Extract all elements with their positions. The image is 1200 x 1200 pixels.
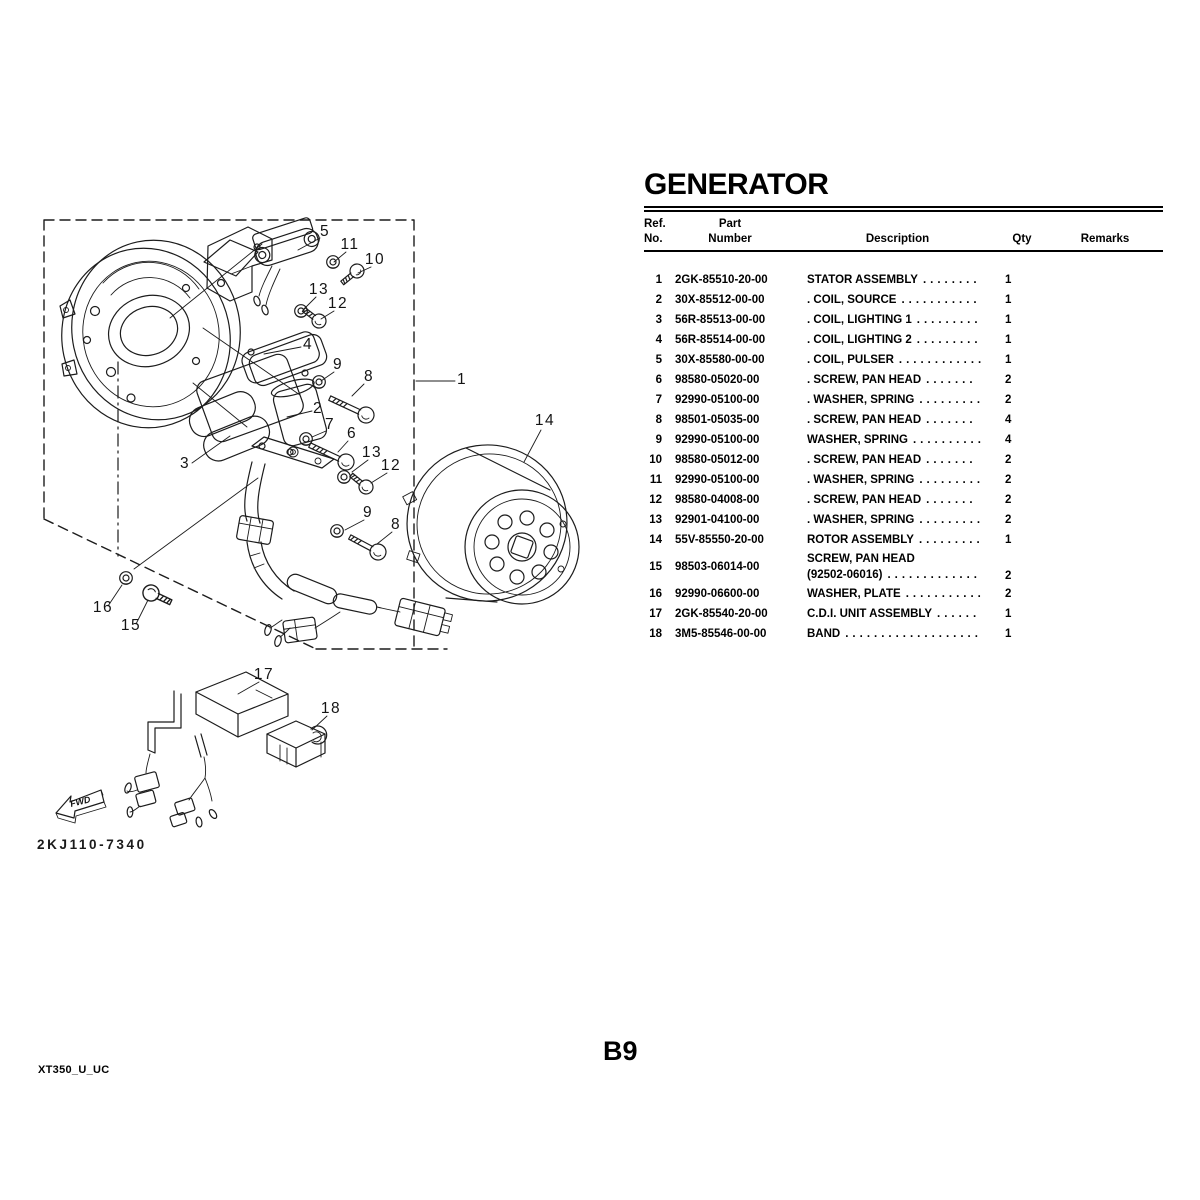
callout-labels xyxy=(93,223,555,717)
qty-cell: 1 xyxy=(1005,314,1012,326)
description-cell: . WASHER, SPRING ......... xyxy=(807,514,985,526)
part-number-cell: 3M5-85546-00-00 xyxy=(675,628,767,640)
table-row xyxy=(644,510,1163,530)
table-row xyxy=(644,270,1163,290)
table-header-row1 xyxy=(644,217,1163,232)
description-cell: ROTOR ASSEMBLY ......... xyxy=(807,534,984,546)
callout-label: 12 xyxy=(380,457,402,474)
part-number-cell: 92990-05100-00 xyxy=(675,474,760,486)
footer-model-code: XT350_U_UC xyxy=(38,1064,110,1076)
ref-no-cell: 16 xyxy=(649,588,662,600)
page-number: B9 xyxy=(603,1036,638,1066)
part-number-cell: 98501-05035-00 xyxy=(675,414,760,426)
callout-label: 5 xyxy=(319,223,331,240)
band xyxy=(267,721,327,767)
parts-table xyxy=(644,170,1163,644)
description-cell: . COIL, SOURCE ........... xyxy=(807,294,981,306)
title-rule xyxy=(644,206,1163,212)
callout-label: 18 xyxy=(320,700,342,717)
qty-cell: 4 xyxy=(1005,414,1012,426)
ref-no-cell: 2 xyxy=(655,294,662,306)
description-cell: SCREW, PAN HEAD (92502-06016) ............. xyxy=(807,553,981,581)
table-row xyxy=(644,310,1163,330)
description-cell: . WASHER, SPRING ......... xyxy=(807,394,985,406)
part-number-cell: 98580-04008-00 xyxy=(675,494,760,506)
parts-rows xyxy=(644,270,1163,644)
callout-label: 4 xyxy=(302,336,314,353)
header-part-line1: Part xyxy=(718,218,742,230)
description-cell: C.D.I. UNIT ASSEMBLY ...... xyxy=(807,608,981,620)
part-number-cell: 30X-85580-00-00 xyxy=(675,354,765,366)
table-row xyxy=(644,390,1163,410)
part-number-cell: 30X-85512-00-00 xyxy=(675,294,765,306)
callout-label: 9 xyxy=(362,504,374,521)
ref-no-cell: 5 xyxy=(655,354,662,366)
qty-cell: 4 xyxy=(1005,434,1012,446)
callout-label: 14 xyxy=(534,412,556,429)
callout-label: 8 xyxy=(390,516,402,533)
table-row xyxy=(644,470,1163,490)
qty-cell: 1 xyxy=(1005,628,1012,640)
fwd-label: FWD xyxy=(69,794,92,809)
dashed-frame xyxy=(44,220,447,649)
fwd-arrow xyxy=(56,790,106,823)
header-qty: Qty xyxy=(1012,233,1032,245)
ref-no-cell: 12 xyxy=(649,494,662,506)
part-number-cell: 98580-05020-00 xyxy=(675,374,760,386)
ref-no-cell: 17 xyxy=(649,608,662,620)
part-number-cell: 92901-04100-00 xyxy=(675,514,760,526)
exploded-diagram xyxy=(0,0,620,880)
table-row xyxy=(644,450,1163,470)
table-row xyxy=(644,584,1163,604)
part-number-cell: 55V-85550-20-00 xyxy=(675,534,764,546)
page-title: GENERATOR xyxy=(644,168,829,201)
qty-cell: 2 xyxy=(1005,454,1012,466)
table-row xyxy=(644,550,1163,584)
ref-no-cell: 8 xyxy=(655,414,662,426)
part-number-cell: 98580-05012-00 xyxy=(675,454,760,466)
ref-no-cell: 4 xyxy=(655,334,662,346)
ref-no-cell: 11 xyxy=(649,474,662,486)
table-row xyxy=(644,624,1163,644)
part-number-cell: 92990-05100-00 xyxy=(675,394,760,406)
pulser-coil xyxy=(248,216,322,316)
callout-label: 11 xyxy=(340,236,360,253)
qty-cell: 2 xyxy=(1005,374,1012,386)
table-row xyxy=(644,604,1163,624)
ref-no-cell: 18 xyxy=(649,628,662,640)
header-ref-line1: Ref. xyxy=(644,218,666,230)
cdi-unit xyxy=(124,672,288,827)
ref-no-cell: 3 xyxy=(655,314,662,326)
part-number-cell: 98503-06014-00 xyxy=(675,561,760,573)
description-cell: BAND ................... xyxy=(807,628,982,640)
callout-label: 8 xyxy=(363,368,375,385)
header-remarks: Remarks xyxy=(1080,233,1130,245)
ref-no-cell: 10 xyxy=(649,454,662,466)
header-ref-line2: No. xyxy=(644,233,663,245)
description-cell: . COIL, LIGHTING 1 ......... xyxy=(807,314,982,326)
callout-label: 7 xyxy=(324,416,336,433)
description-cell: . SCREW, PAN HEAD ....... xyxy=(807,374,977,386)
qty-cell: 2 xyxy=(1005,588,1012,600)
callout-label: 3 xyxy=(179,455,191,472)
ref-no-cell: 13 xyxy=(649,514,662,526)
wiring-harness xyxy=(236,462,453,647)
diagram-code: 2KJ110-7340 xyxy=(37,837,147,852)
callout-label: 12 xyxy=(327,295,349,312)
table-row xyxy=(644,530,1163,550)
qty-cell: 1 xyxy=(1005,334,1012,346)
description-cell: . SCREW, PAN HEAD ....... xyxy=(807,494,977,506)
callout-label: 13 xyxy=(361,444,383,461)
part-number-cell: 56R-85514-00-00 xyxy=(675,334,766,346)
ref-no-cell: 1 xyxy=(655,274,662,286)
callout-label: 6 xyxy=(346,425,358,442)
qty-cell: 2 xyxy=(1005,570,1012,582)
callout-leaders xyxy=(108,238,541,730)
qty-cell: 1 xyxy=(1005,534,1012,546)
callout-label: 9 xyxy=(332,356,344,373)
callout-label: 17 xyxy=(253,666,275,683)
description-cell: . SCREW, PAN HEAD ....... xyxy=(807,414,977,426)
header-description: Description xyxy=(865,233,930,245)
part-number-cell: 56R-85513-00-00 xyxy=(675,314,766,326)
qty-cell: 1 xyxy=(1005,294,1012,306)
description-cell: WASHER, SPRING .......... xyxy=(807,434,985,446)
table-row xyxy=(644,490,1163,510)
callout-label: 15 xyxy=(120,617,142,634)
callout-label: 2 xyxy=(312,400,324,417)
description-cell: . COIL, PULSER ............ xyxy=(807,354,986,366)
part-number-cell: 92990-06600-00 xyxy=(675,588,760,600)
table-row xyxy=(644,410,1163,430)
qty-cell: 1 xyxy=(1005,354,1012,366)
description-cell: WASHER, PLATE ........... xyxy=(807,588,985,600)
qty-cell: 2 xyxy=(1005,474,1012,486)
ref-no-cell: 9 xyxy=(655,434,662,446)
qty-cell: 2 xyxy=(1005,394,1012,406)
callout-label: 16 xyxy=(92,599,114,616)
description-cell: . SCREW, PAN HEAD ....... xyxy=(807,454,977,466)
table-row xyxy=(644,330,1163,350)
ref-no-cell: 14 xyxy=(649,534,662,546)
qty-cell: 2 xyxy=(1005,514,1012,526)
stator-plate xyxy=(45,225,258,444)
callout-label: 13 xyxy=(308,281,330,298)
ref-no-cell: 15 xyxy=(649,561,662,573)
table-row xyxy=(644,370,1163,390)
ref-no-cell: 7 xyxy=(655,394,662,406)
table-row xyxy=(644,350,1163,370)
qty-cell: 2 xyxy=(1005,494,1012,506)
part-number-cell: 2GK-85510-20-00 xyxy=(675,274,768,286)
part-number-cell: 92990-05100-00 xyxy=(675,434,760,446)
table-row xyxy=(644,290,1163,310)
table-header-row2 xyxy=(644,232,1163,247)
header-part-line2: Number xyxy=(708,233,752,245)
part-number-cell: 2GK-85540-20-00 xyxy=(675,608,768,620)
rotor xyxy=(397,435,579,612)
description-cell: . COIL, LIGHTING 2 ......... xyxy=(807,334,982,346)
header-rule xyxy=(644,250,1163,252)
callout-label: 1 xyxy=(456,371,468,388)
description-cell: . WASHER, SPRING ......... xyxy=(807,474,985,486)
qty-cell: 1 xyxy=(1005,274,1012,286)
ref-no-cell: 6 xyxy=(655,374,662,386)
callout-label: 10 xyxy=(364,251,386,268)
qty-cell: 1 xyxy=(1005,608,1012,620)
description-cell: STATOR ASSEMBLY ........ xyxy=(807,274,981,286)
table-row xyxy=(644,430,1163,450)
